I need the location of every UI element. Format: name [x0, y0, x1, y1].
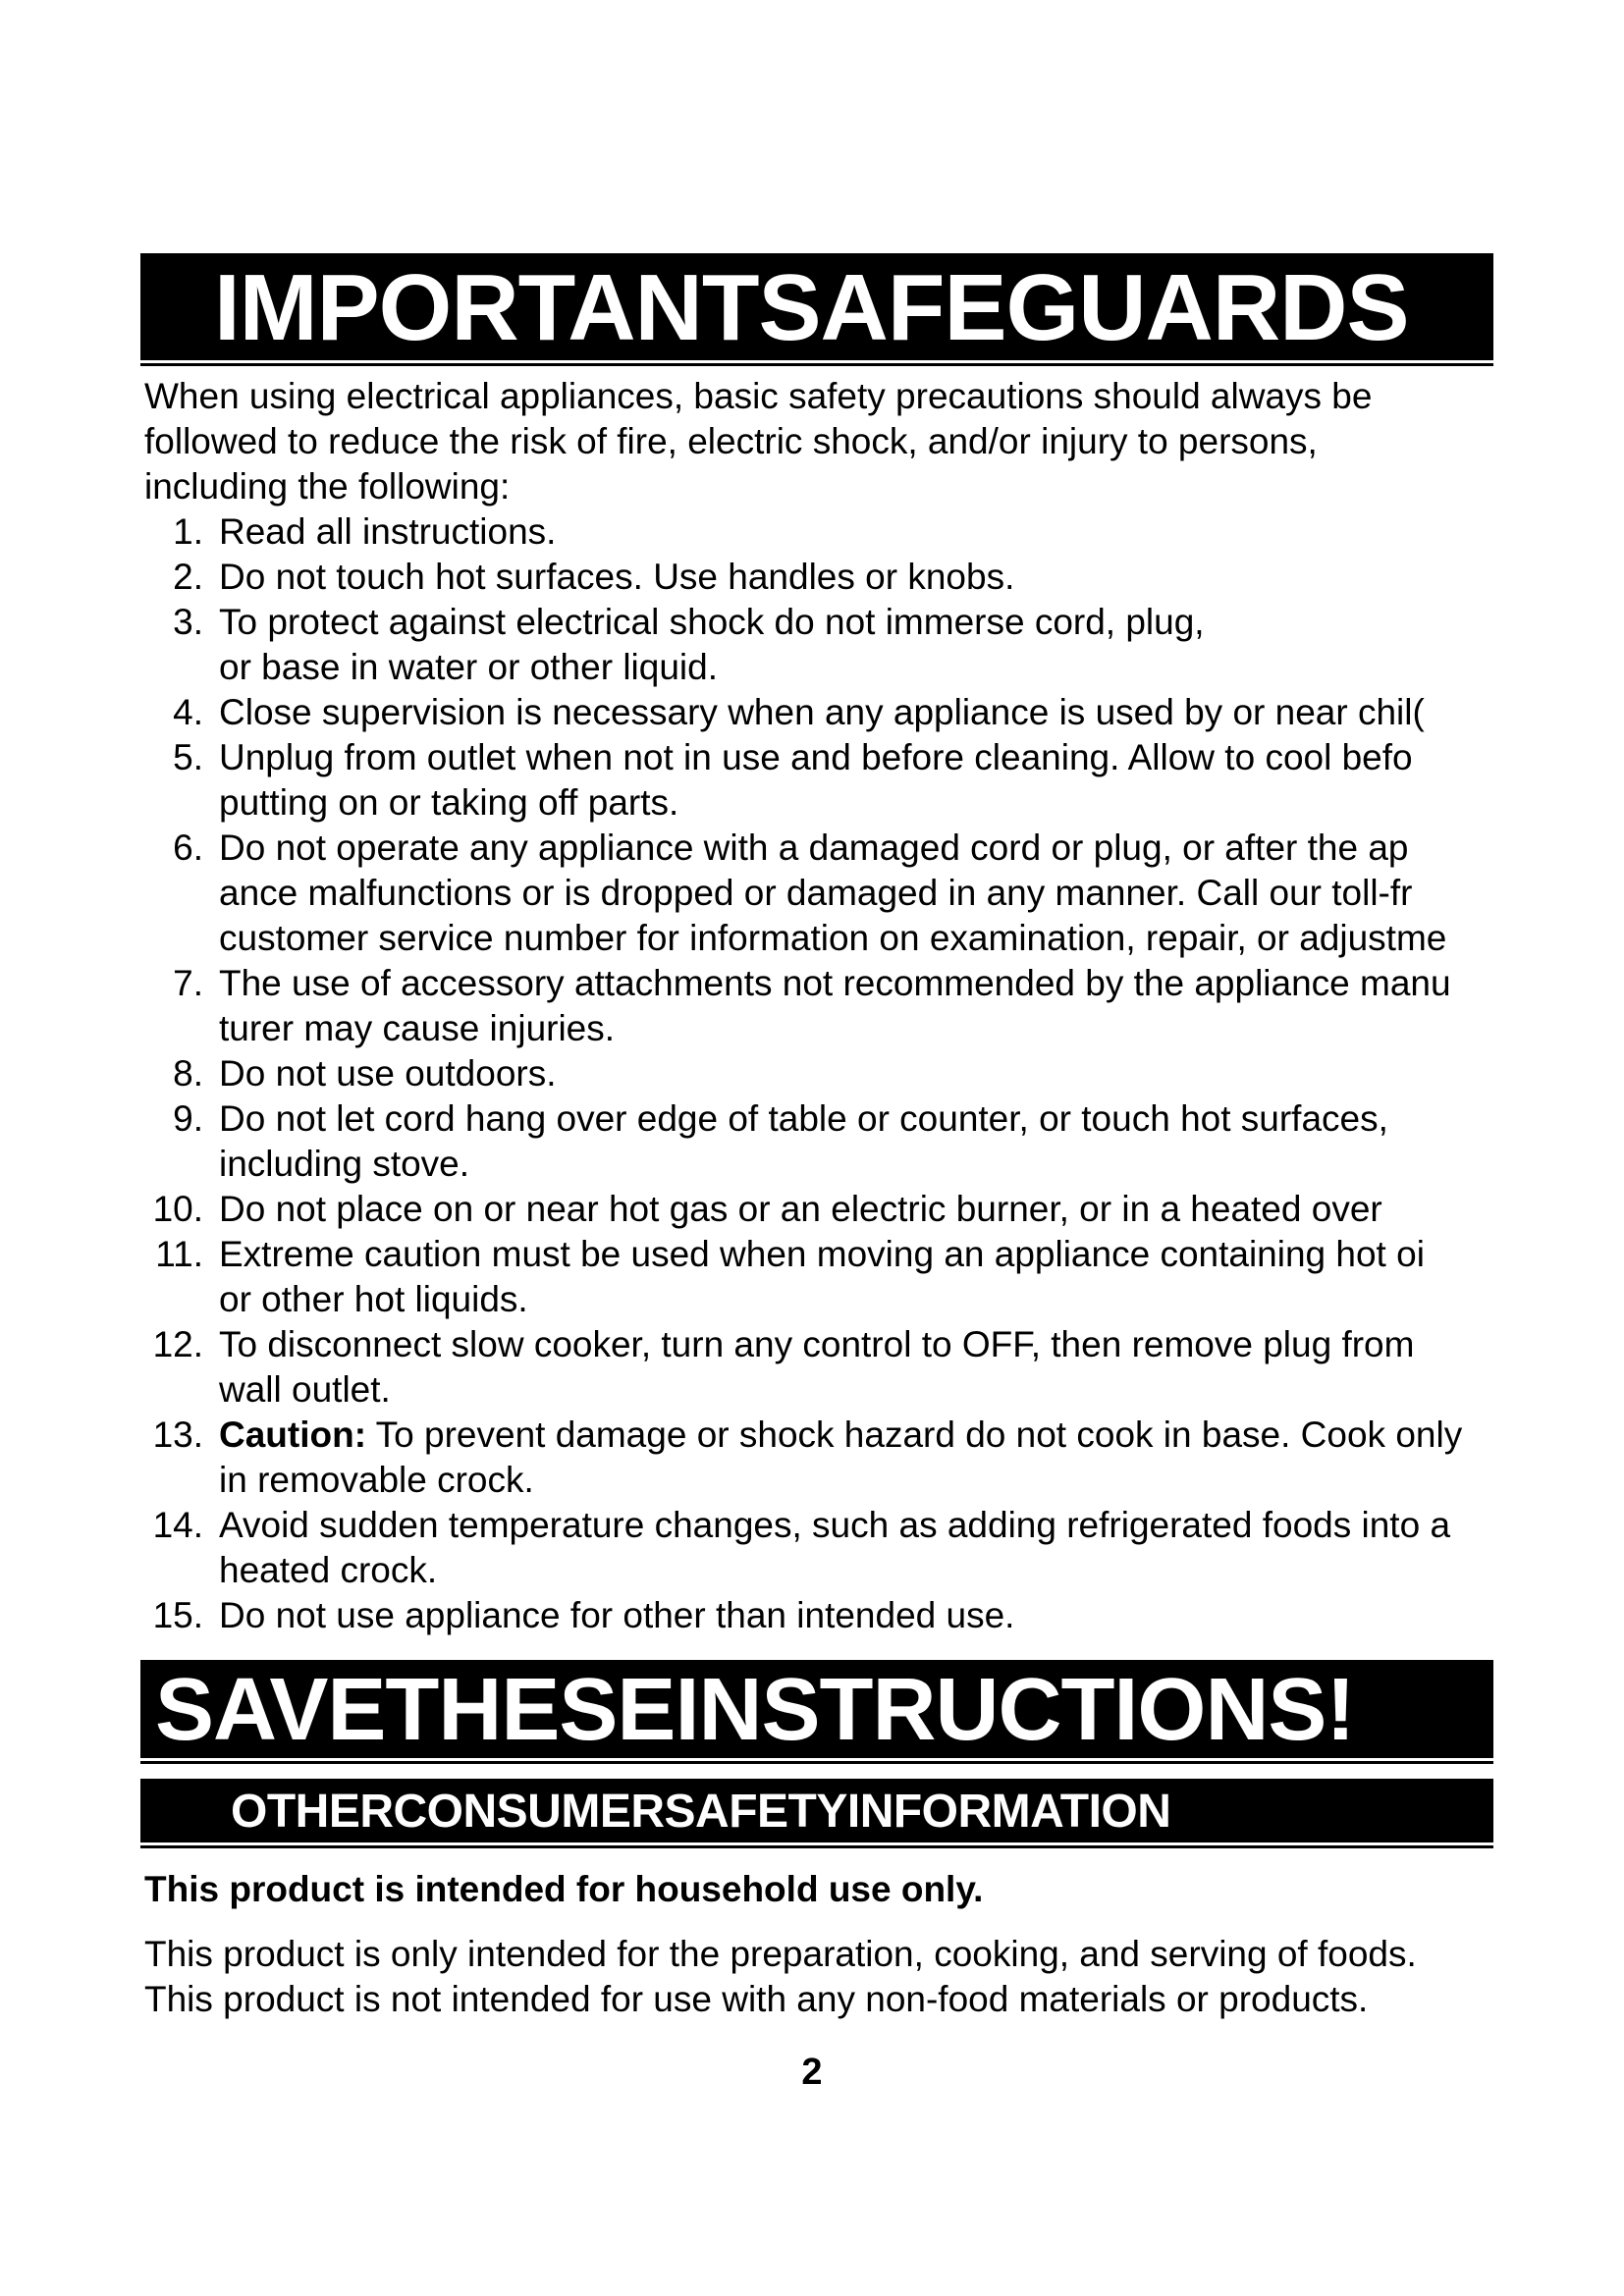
safeguard-line — [219, 871, 1588, 916]
safeguard-line — [219, 1051, 1588, 1096]
safeguard-text: ance malfunctions or is dropped or damaged in any manner. Call our toll-fr — [219, 873, 1413, 913]
safeguard-text: Unplug from outlet when not in use and before cleaning. Allow to cool befo — [219, 737, 1413, 777]
safeguard-line — [219, 1413, 1588, 1458]
safeguard-line — [219, 916, 1588, 961]
important-safeguards-header: IMPORTANTSAFEGUARDS — [140, 253, 1493, 363]
safeguard-item — [144, 690, 1588, 735]
safeguard-item — [144, 735, 1588, 826]
safeguard-number: 10. — [152, 1189, 203, 1229]
household-use-title: This product is intended for household use only. — [144, 1869, 984, 1909]
safeguard-text: turer may cause injuries. — [219, 1008, 616, 1048]
safeguard-text: Do not use appliance for other than intended use. — [219, 1595, 1015, 1635]
safeguard-item — [144, 1096, 1588, 1187]
safeguard-text: Do not let cord hang over edge of table or counter, or touch hot surfaces, — [219, 1098, 1388, 1139]
safeguard-text: To disconnect slow cooker, turn any control to OFF, then remove plug from — [219, 1324, 1415, 1364]
safeguard-line — [219, 555, 1588, 600]
safeguard-line — [219, 1503, 1588, 1548]
safeguard-item — [144, 1232, 1588, 1322]
safeguard-item — [144, 826, 1588, 961]
safeguard-number: 11. — [155, 1234, 203, 1274]
safeguard-number: 9. — [173, 1098, 203, 1139]
safeguard-line — [219, 1006, 1588, 1051]
safeguard-line — [219, 735, 1588, 780]
safeguard-number: 12. — [152, 1324, 203, 1364]
safeguard-line — [219, 645, 1588, 690]
safeguard-item — [144, 1593, 1588, 1638]
safeguard-line — [219, 1458, 1588, 1503]
safeguard-text: in removable crock. — [219, 1460, 534, 1500]
safeguard-text: or base in water or other liquid. — [219, 647, 718, 687]
safeguard-number: 14. — [152, 1505, 203, 1545]
safeguard-line — [219, 1096, 1588, 1142]
safeguard-item — [144, 1322, 1588, 1413]
safeguard-text: The use of accessory attachments not recommended by the appliance manu — [219, 963, 1451, 1003]
safeguard-number: 7. — [173, 963, 203, 1003]
safeguard-text: To protect against electrical shock do not immerse cord, plug, — [219, 602, 1205, 642]
safeguard-text: Close supervision is necessary when any appliance is used by or near chil( — [219, 692, 1425, 732]
safeguard-item — [144, 1187, 1588, 1232]
save-instructions-header: SAVETHESEINSTRUCTIONS! — [140, 1660, 1493, 1761]
safeguard-item — [144, 961, 1588, 1051]
caution-label: Caution: — [219, 1415, 367, 1455]
safeguard-number: 3. — [173, 602, 203, 642]
page-number: 2 — [801, 2052, 823, 2093]
safeguard-line — [219, 1593, 1588, 1638]
safeguard-line — [219, 509, 1588, 555]
safeguard-line — [219, 600, 1588, 645]
safeguard-line — [219, 1142, 1588, 1187]
household-line: This product is not intended for use with any non-food materials or products. — [144, 1979, 1369, 2019]
safeguard-text: or other hot liquids. — [219, 1279, 528, 1319]
safeguard-number: 13. — [152, 1415, 203, 1455]
safeguard-line — [219, 826, 1588, 871]
safeguard-text: Read all instructions. — [219, 511, 557, 552]
safeguard-text: customer service number for information on examination, repair, or adjustme — [219, 918, 1447, 958]
safeguard-item — [144, 509, 1588, 555]
intro-line: followed to reduce the risk of fire, electric shock, and/or injury to persons, — [144, 421, 1318, 461]
safeguard-line — [219, 1277, 1588, 1322]
intro-line: including the following: — [144, 466, 511, 507]
safeguard-line — [219, 690, 1588, 735]
safeguard-item — [144, 1051, 1588, 1096]
safeguard-number: 8. — [173, 1053, 203, 1094]
safeguard-number: 1. — [173, 511, 203, 552]
safeguard-number: 5. — [173, 737, 203, 777]
safeguard-line — [219, 1548, 1588, 1593]
safeguard-number: 15. — [152, 1595, 203, 1635]
safeguard-item — [144, 1413, 1588, 1503]
safeguards-list — [144, 509, 1588, 1638]
safeguard-text: heated crock. — [219, 1550, 438, 1590]
safeguard-item — [144, 600, 1588, 690]
safeguard-text: To prevent damage or shock hazard do not cook in base. Cook only — [375, 1415, 1463, 1455]
safeguard-number: 4. — [173, 692, 203, 732]
safeguard-number: 6. — [173, 828, 203, 868]
safeguard-text: Extreme caution must be used when moving an appliance containing hot oi — [219, 1234, 1425, 1274]
safeguard-line — [219, 1367, 1588, 1413]
safeguard-text: Do not touch hot surfaces. Use handles or knobs. — [219, 557, 1015, 597]
safeguard-text: Do not operate any appliance with a damaged cord or plug, or after the ap — [219, 828, 1409, 868]
safeguard-item — [144, 1503, 1588, 1593]
intro-paragraph — [144, 374, 1499, 509]
safeguard-text: putting on or taking off parts. — [219, 782, 679, 823]
safeguard-number: 2. — [173, 557, 203, 597]
other-consumer-safety-header: OTHERCONSUMERSAFETYINFORMATION — [140, 1779, 1493, 1845]
household-line: This product is only intended for the preparation, cooking, and serving of foods. — [144, 1934, 1417, 1974]
safeguard-text: Do not use outdoors. — [219, 1053, 557, 1094]
safeguard-item — [144, 555, 1588, 600]
household-use-paragraph — [144, 1932, 1539, 2022]
safeguard-text: including stove. — [219, 1144, 470, 1184]
intro-line: When using electrical appliances, basic safety precautions should always be — [144, 376, 1373, 416]
safeguard-line — [219, 780, 1588, 826]
safeguard-text: Do not place on or near hot gas or an electric burner, or in a heated over — [219, 1189, 1382, 1229]
safeguard-line — [219, 1322, 1588, 1367]
safeguard-text: wall outlet. — [219, 1369, 391, 1410]
safeguard-line — [219, 1232, 1588, 1277]
safeguard-line — [219, 1187, 1588, 1232]
safeguard-line — [219, 961, 1588, 1006]
safeguard-text: Avoid sudden temperature changes, such as adding refrigerated foods into a — [219, 1505, 1451, 1545]
